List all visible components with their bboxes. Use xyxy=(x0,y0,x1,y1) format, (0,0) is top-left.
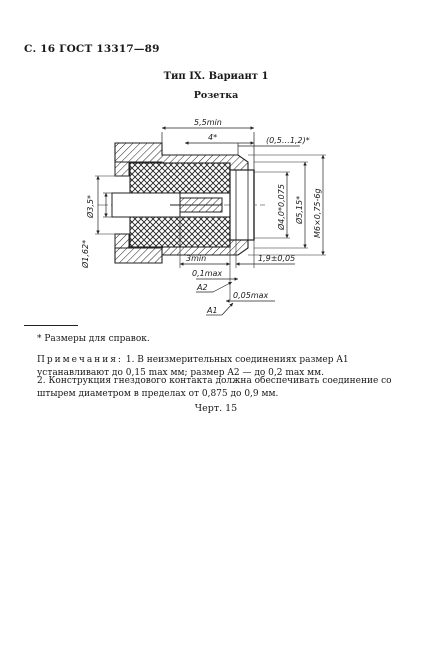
center-contact xyxy=(112,193,180,217)
footnote-rule xyxy=(24,325,78,326)
dim-w19-label: 1,9±0,05 xyxy=(258,254,296,263)
dim-005max-label: 0,05max xyxy=(233,291,269,300)
flange-upper xyxy=(115,162,129,176)
dim-top-len-label: 5,5min xyxy=(194,118,222,127)
dim-d40-label: Ø4,0*0,075 xyxy=(277,184,286,230)
dim-thread-label: M6×0,75-6g xyxy=(313,188,322,238)
footnote: * Размеры для справок. xyxy=(37,334,150,344)
figure-caption: Черт. 15 xyxy=(194,403,238,414)
coupling-ring xyxy=(230,170,254,240)
notes-label: Примечания: xyxy=(37,355,123,365)
dim-d162-label: Ø1,62* xyxy=(81,239,90,268)
insulator-upper xyxy=(130,163,230,193)
flange-lower xyxy=(115,234,129,248)
note-1-text: 1. В неизмерительных соединениях размер A1 устанавливают до 0,15 max мм; размер A2 — до 0,2 max мм. xyxy=(37,355,349,378)
dim-d35-label: Ø3,5* xyxy=(86,194,95,218)
dim-a1-label: A1 xyxy=(207,306,218,315)
note-2-text: 2. Конструкция гнездового контакта должна обеспечивать соединение со штырем диаметром в пределах от 0,875 до 0,9 мм. xyxy=(37,376,392,399)
dim-3min-label: 3min xyxy=(186,254,207,263)
dim-range-label: (0,5…1,2)* xyxy=(266,136,310,145)
part-subtitle: Розетка xyxy=(193,90,239,101)
dim-01max-label: 0,1max xyxy=(192,269,223,278)
type-title: Тип IX. Вариант 1 xyxy=(163,71,269,82)
dim-inner-len-label: 4* xyxy=(208,133,218,142)
dim-d515-label: Ø5,15* xyxy=(295,195,304,224)
page-header: С. 16 ГОСТ 13317—89 xyxy=(24,43,160,55)
dim-a2-label: A2 xyxy=(197,283,208,292)
note-2 xyxy=(37,375,407,401)
